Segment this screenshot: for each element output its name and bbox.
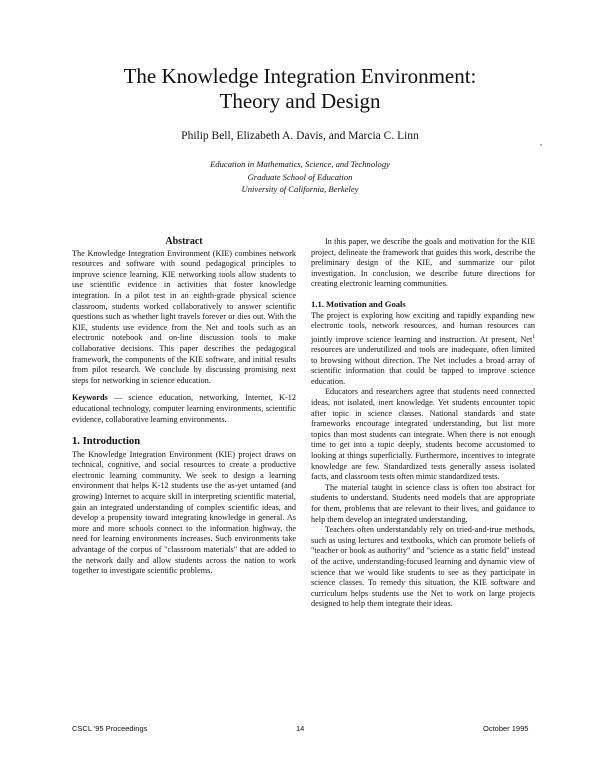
title-line-1: The Knowledge Integration Environment: <box>123 64 477 88</box>
affiliation <box>0 158 600 196</box>
stray-mark: , <box>540 138 542 147</box>
left-column <box>72 237 296 584</box>
keywords-text: — science education, networking, Internet, K-12 educational technology, computer learning environments, scientific evidence, collaborative learning environments. <box>72 393 296 424</box>
motivation-paragraph-3: The material taught in science class is often too abstract for students to understand. Students need models that are appropriate for them, problems that are relevant to their lives, and guidance to help them develop an integrated understanding. <box>311 482 535 524</box>
motivation-paragraph-4: Teachers often understandably rely on tried-and-true methods, such as using lectures and textbooks, which can promote beliefs of "teacher or book as authority" and "science as a static field" instead of the active, understanding-focused learning and dynamic view of science that we would like students to see as they participate in science classes. To remedy this situation, the KIE software and curriculum helps students use the Net to work on large projects designed to help them integrate their ideas. <box>311 525 535 609</box>
section-heading-introduction: 1. Introduction <box>72 436 141 448</box>
intro-paragraph-2: In this paper, we describe the goals and motivation for the KIE project, delineate the framework that guides this work, describe the preliminary design of the KIE, and summarize our pilot investigation. In conclusion, we describe future directions for creating electronic learning communities. <box>311 237 535 289</box>
abstract-heading: Abstract <box>165 236 203 247</box>
motivation-text-b: resources are underutilized and tools are inadequate, often limited to browsing without direction. The Net includes a broad array of scientific information that could be tapped to improve science education. <box>311 345 535 386</box>
right-column <box>311 237 535 610</box>
abstract-text: The Knowledge Integration Environment (KIE) combines network resources and software with sound pedagogical principles to improve science learning. KIE networking tools allow students to use scientific evidence in activities that foster knowledge integration. In a pilot test in an eighth-grade physical science classroom, students worked collaboratively to answer scientific questions such as whether light travels forever or dies out. With the KIE, students use evidence from the Net and tools such as an electronic notebook and on-line discussion tools to make collaborative decisions. This paper describes the pedagogical framework, the components of the KIE software, and initial results from pilot research. We conclude by discussing promising next steps for networking in science education. <box>72 248 296 385</box>
footer-date: October 1995 <box>483 724 529 733</box>
footer-page-number: 14 <box>296 724 305 733</box>
motivation-paragraph-2: Educators and researchers agree that students need connected ideas, not isolated, inert knowledge. Yet students encounter topic after topic in science classes. National standards and state frameworks encourage integrated understanding, but list more topics than most students can integrate. When there is not enough time to get into a topic deeply, students become accustomed to looking at things superficially. Furthermore, incentives to integrate knowledge are few. Standardized tests generally assess isolated facts, and classroom tests often mimic standardized tests. <box>311 387 535 482</box>
keywords-label: Keywords <box>72 393 108 403</box>
subsection-heading-motivation: 1.1. Motivation and Goals <box>311 298 406 309</box>
motivation-paragraph-1 <box>311 311 535 388</box>
intro-paragraph: The Knowledge Integration Environment (KIE) project draws on technical, cognitive, and social resources to create a productive electronic learning community. We seek to design a learning environment that helps K-12 students use the as-yet untamed (and growing) Internet to acquire skill in interpreting scientific material, gain an integrated understanding of complex scientific ideas, and develop a propensity toward integrating knowledge in general. As more and more schools connect to the information highway, the need for learning environments increases. Such environments take advantage of the corpus of "classroom materials" that are added to the network daily and allow students across the nation to work together to investigate scientific problems. <box>72 449 296 576</box>
author-list: Philip Bell, Elizabeth A. Davis, and Marcia C. Linn <box>181 130 419 142</box>
footer-proceedings: CSCL '95 Proceedings <box>72 724 148 733</box>
footnote-marker: 1 <box>532 333 535 340</box>
title-line-2: Theory and Design <box>219 89 381 113</box>
motivation-text-a: The project is exploring how exciting and rapidly expanding new electronic tools, network resources, and human resources can jointly improve science learning and instruction. At present, Net <box>311 310 535 344</box>
keywords <box>72 393 296 425</box>
affiliation-line: Graduate School of Education <box>247 171 353 182</box>
affiliation-line: University of California, Berkeley <box>241 184 359 194</box>
affiliation-line: Education in Mathematics, Science, and Technology <box>210 159 390 169</box>
paper-title <box>0 64 600 114</box>
